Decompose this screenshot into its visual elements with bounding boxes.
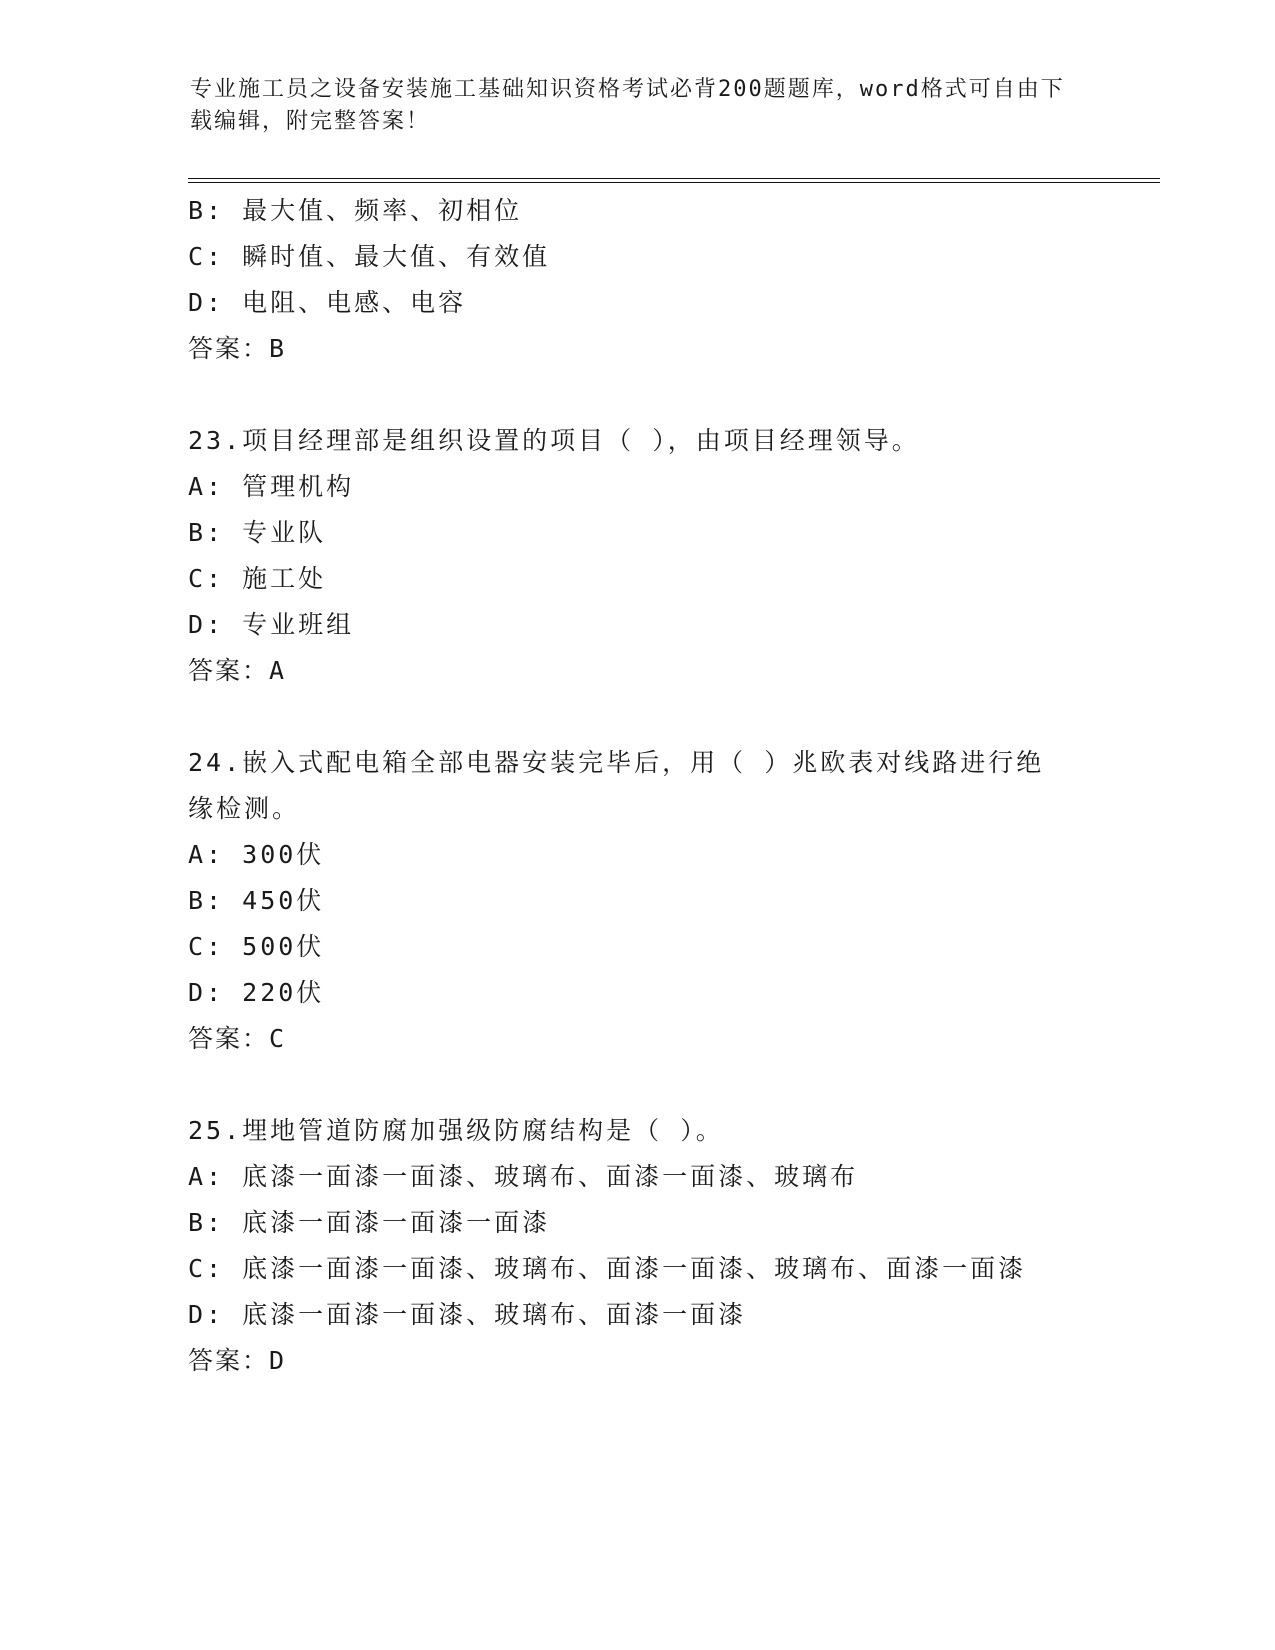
prev-question-block bbox=[188, 188, 1088, 372]
option-b: B: 450伏 bbox=[188, 886, 325, 915]
option-a: A: 管理机构 bbox=[188, 472, 355, 501]
question-stem: 25.埋地管道防腐加强级防腐结构是（ ）。 bbox=[188, 1116, 724, 1145]
option-c: C: 施工处 bbox=[188, 564, 327, 593]
document-title: 专业施工员之设备安装施工基础知识资格考试必背200题题库，word格式可自由下载编辑，附完整答案！ bbox=[190, 77, 1065, 134]
option-a: A: 300伏 bbox=[188, 840, 325, 869]
question-24 bbox=[188, 740, 1088, 1062]
option-c: C: 500伏 bbox=[188, 932, 325, 961]
option-b: B: 最大值、频率、初相位 bbox=[188, 196, 523, 225]
answer-line: 答案：A bbox=[188, 656, 287, 685]
option-d: D: 电阻、电感、电容 bbox=[188, 288, 467, 317]
document-header bbox=[190, 74, 1080, 138]
answer-line: 答案：C bbox=[188, 1024, 287, 1053]
spacer bbox=[188, 372, 1088, 418]
option-a: A: 底漆一面漆一面漆、玻璃布、面漆一面漆、玻璃布 bbox=[188, 1162, 859, 1191]
option-d: D: 专业班组 bbox=[188, 610, 355, 639]
option-c: C: 瞬时值、最大值、有效值 bbox=[188, 242, 551, 271]
option-b: B: 底漆一面漆一面漆一面漆 bbox=[188, 1208, 551, 1237]
spacer bbox=[188, 694, 1088, 740]
answer-line: 答案：D bbox=[188, 1346, 287, 1375]
answer-line: 答案：B bbox=[188, 334, 287, 363]
option-d: D: 底漆一面漆一面漆、玻璃布、面漆一面漆 bbox=[188, 1300, 747, 1329]
option-c: C: 底漆一面漆一面漆、玻璃布、面漆一面漆、玻璃布、面漆一面漆 bbox=[188, 1254, 1027, 1283]
question-stem: 23.项目经理部是组织设置的项目（ ），由项目经理领导。 bbox=[188, 426, 920, 455]
question-23 bbox=[188, 418, 1088, 694]
question-stem-line-2: 缘检测。 bbox=[188, 794, 301, 823]
option-b: B: 专业队 bbox=[188, 518, 327, 547]
header-rule-top bbox=[188, 178, 1160, 179]
spacer bbox=[188, 1062, 1088, 1108]
option-d: D: 220伏 bbox=[188, 978, 325, 1007]
question-content bbox=[188, 188, 1088, 1384]
question-stem-line-1: 24.嵌入式配电箱全部电器安装完毕后，用（ ）兆欧表对线路进行绝 bbox=[188, 748, 1045, 777]
question-25 bbox=[188, 1108, 1088, 1384]
header-rule-bottom bbox=[188, 182, 1160, 183]
